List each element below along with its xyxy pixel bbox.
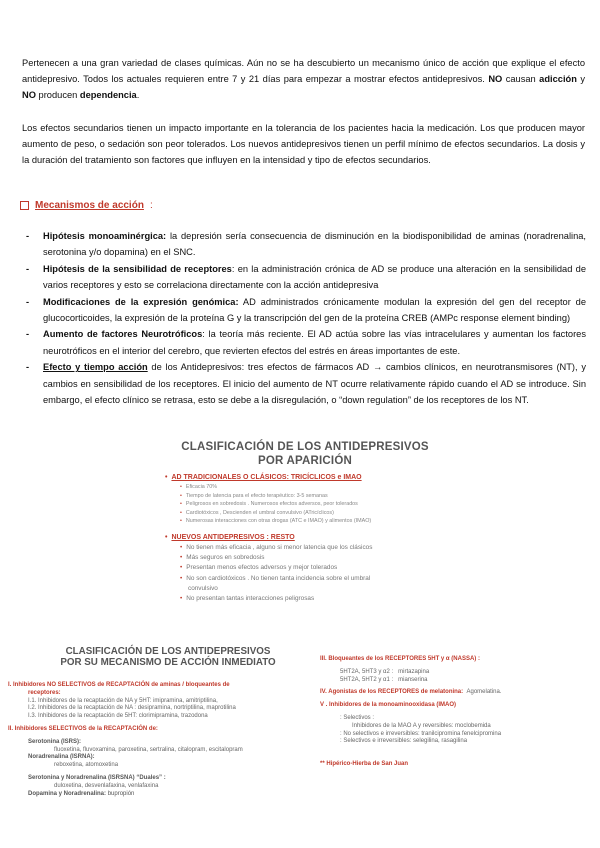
side-effects-paragraph: Los efectos secundarios tienen un impacto importante en la tolerancia de los pacientes hacia la medicación. Los que producen mayor aumento de peso, o sedación son peor tolerados. Los nuevos antidepresivos tienen un perfil mínimo de efectos secundarios. La dosis y la duración del tratamiento son factores que influyen en la intensidad y tipo de efectos secundarios.	[22, 123, 585, 166]
slide1-title-line2: POR APARICIÓN	[258, 455, 352, 467]
slide2-title-line1: CLASIFICACIÓN DE LOS ANTIDEPRESIVOS	[65, 646, 271, 657]
slide1-title-line1: CLASIFICACIÓN DE LOS ANTIDEPRESIVOS	[181, 441, 429, 453]
classification-by-appearance-slide	[160, 440, 450, 635]
nassa-drug-1: mirtazapina	[398, 668, 430, 675]
noradrenaline-drugs: reboxetina, atomoxetina	[54, 762, 119, 769]
list-item: • Peligrosos en sobredosis . Numerosos efectos adversos, peor tolerados	[180, 500, 450, 509]
dash-bullet: -	[26, 231, 30, 241]
nassa-receptors-2: 5HT2A, 5HT2 y α1 :	[340, 676, 394, 683]
list-item: I.1. Inhibidores de la recaptación de NA y 5HT: imipramina, amitriptilina,	[28, 697, 218, 704]
mechanism-term: Hipótesis monoaminérgica:	[43, 231, 167, 241]
bullet-icon: •	[165, 474, 168, 481]
serotonin-drugs: fluoxetina, fluvoxamina, paroxetina, sertralina, citalopram, escitalopram	[54, 746, 243, 753]
hypericum-note: ** Hipérico-Hierba de San Juan	[320, 761, 409, 768]
list-item	[28, 228, 586, 261]
mechanism-text: AD administrados crónicamente modulan la expresión del gen del receptor de glucocorticoides, la expresión de la proteína G y la transcripción del gen de la proteína CREB (AMPc response element binding)	[43, 296, 586, 324]
nassa-receptors-1: 5HT2A, 5HT3 y α2 :	[340, 668, 394, 675]
list-item: convulsivo	[188, 584, 218, 592]
list-item	[28, 261, 586, 294]
mechanisms-colon: :	[149, 200, 153, 211]
dopamine-row	[8, 791, 308, 799]
intro-paragraph	[22, 55, 585, 104]
intro-dependencia: dependencia	[79, 90, 137, 101]
list-item: • Presentan menos efectos adversos y mejor tolerados	[180, 563, 450, 573]
slide1-section-new	[165, 534, 450, 541]
group-iv-heading: IV. Agonistas de los RECEPTORES de melatonina:	[320, 689, 464, 696]
mechanisms-list	[28, 228, 586, 408]
dash-bullet: -	[26, 362, 30, 373]
list-item: • No tienen más eficacia , alguno si menor latencia que los clásicos	[180, 543, 450, 553]
mechanism-term: Hipótesis de la sensibilidad de receptores	[43, 263, 232, 274]
list-item: • Más seguros en sobredosis	[180, 553, 450, 563]
slide1-section-classic	[165, 474, 450, 481]
mechanism-term: Modificaciones de la expresión genómica:	[43, 296, 239, 307]
group-i-heading-cont: receptores:	[28, 689, 61, 696]
imao-selective-label: : Selectivos :	[340, 714, 375, 721]
mechanism-text: de los Antidepresivos: tres efectos de fármacos AD → cambios clínicos, en neurotransmisores (NT), y cambios en sensibilidad de los receptores. El inicio del aumento de NT ocurre relativamente rápido cuando el AD se introduce. Sin embargo, el efecto clínico se retrasa, esto se debe a la disregulación, o “down regulation” de los receptores de los NT.	[43, 362, 586, 406]
mechanism-term: Efecto y tiempo acción	[43, 362, 148, 373]
group-v-heading: V . Inhibidores de la monoaminooxidasa (IMAO)	[320, 702, 457, 709]
intro-adiccion: adicción	[539, 74, 577, 85]
intro-no-1: NO	[488, 74, 503, 85]
dual-drugs: duloxetina, desvenlafaxina, venlafaxina	[54, 782, 159, 789]
classification-by-mechanism-slide	[8, 642, 593, 842]
nassa-row-1	[320, 669, 590, 677]
slide1-section-new-label: NUEVOS ANTIDEPRESIVOS : RESTO	[171, 533, 295, 541]
group-i-heading: I. Inhibidores NO SELECTIVOS de RECAPTACIÓN de aminas / bloqueantes de	[8, 682, 230, 688]
list-item: • Numerosas interacciones con otras drogas (ATC e IMAO) y alimentos (IMAO)	[180, 517, 450, 526]
bullet-icon: •	[165, 533, 168, 541]
slide1-title	[160, 440, 450, 468]
list-item: I.3. Inhibidores de la recaptación de 5HT: clorimipramina, trazodona	[28, 713, 208, 720]
list-item	[28, 326, 586, 359]
intro-text: Pertenecen a una gran variedad de clases químicas. Aún no se ha descubierto un mecanismo único de acción que explique el efecto antidepresivo. Todos los actuales requieren entre 7 y 21 días para empezar a mostrar efectos antidepresivos.	[22, 58, 585, 85]
intro-end: .	[136, 90, 140, 101]
imao-non-selective: : No selectivos e irreversibles: tranilcipromina fenelcipromina	[340, 730, 502, 737]
slide2-right-column	[320, 656, 590, 769]
mechanisms-heading	[20, 200, 153, 211]
slide2-left-column	[8, 682, 308, 798]
slide2-title	[48, 646, 288, 668]
dash-bullet: -	[26, 263, 30, 274]
list-item: • Tiempo de latencia para el efecto terapéutico: 3-5 semanas	[180, 492, 450, 501]
list-item	[28, 359, 586, 408]
list-item: • Cardiotóxicos , Descienden el umbral convulsivo (ATricíclicos)	[180, 509, 450, 518]
serotonin-label: Serotonina (ISRS):	[28, 738, 82, 745]
list-item: • No son cardiotóxicos . No tienen tanta incidencia sobre el umbral	[180, 574, 450, 584]
intro-producen: producen	[35, 90, 80, 101]
noradrenaline-label: Noradrenalina (ISRNA):	[28, 754, 95, 761]
slide2-title-line2: POR SU MECANISMO DE ACCIÓN INMEDIATO	[60, 657, 276, 668]
nassa-row-2	[320, 677, 590, 685]
group-ii-heading: II. Inhibidores SELECTIVOS de la RECAPTACIÓN de:	[8, 725, 158, 732]
list-item: • Eficacia 70%	[180, 483, 450, 492]
slide1-classic-list	[180, 483, 450, 526]
mechanism-text: : la teoría más reciente. El AD actúa sobre las vías intracelulares y aumentan los factores neurotróficos en el interior del cerebro, que revierten efectos del estrés en áreas importantes de este.	[43, 329, 587, 356]
group-iii-heading: III. Bloqueantes de los RECEPTORES 5HT y α (NASSA) :	[320, 656, 480, 662]
slide1-new-list	[180, 543, 450, 604]
dash-bullet: -	[26, 296, 30, 307]
intro-no-2: NO	[22, 90, 36, 101]
list-item: I.2. Inhibidores de la recaptación de NA : desipramina, nortriptilina, maprotilina	[28, 705, 236, 712]
group-iv-drug: Agomelatina.	[466, 689, 502, 696]
mechanism-text: la depresión sería consecuencia de disminución en la biodisponibilidad de aminas (noradrenalina, serotonina y/o dopamina) en el SNC.	[43, 231, 586, 258]
dual-label: Serotonina y Noradrenalina (ISRSNA) “Duales” :	[28, 774, 166, 781]
imao-selective-irreversible: : Selectivos e irreversibles: selegilina, rasagilina	[340, 738, 468, 745]
list-item: • No presentan tantas interacciones peligrosas	[180, 594, 450, 604]
mechanism-term: Aumento de factores Neurotróficos	[43, 329, 203, 340]
dash-bullet: -	[26, 329, 30, 340]
group-iv-row	[320, 689, 590, 697]
nassa-drug-2: mianserina	[398, 676, 428, 683]
intro-y: y	[576, 74, 585, 85]
list-item	[28, 294, 586, 327]
imao-selective-reversible: Inhibidores de la MAO A y reversibles: moclobemida	[352, 722, 491, 729]
slide1-section-classic-label: AD TRADICIONALES O CLÁSICOS: TRICÍCLICOS e IMAO	[171, 474, 362, 481]
mechanisms-title: Mecanismos de acción	[35, 200, 144, 211]
dopamine-label: Dopamina y Noradrenalina:	[28, 790, 107, 797]
dopamine-drugs: bupropión	[107, 790, 135, 797]
mechanism-text: : en la administración crónica de AD se produce una alteración en la sensibilidad de varios receptores y esto se correlaciona directamente con la acción antidepresiva	[43, 263, 586, 291]
intro-causan: causan	[502, 74, 540, 85]
checkbox-icon	[20, 201, 29, 210]
